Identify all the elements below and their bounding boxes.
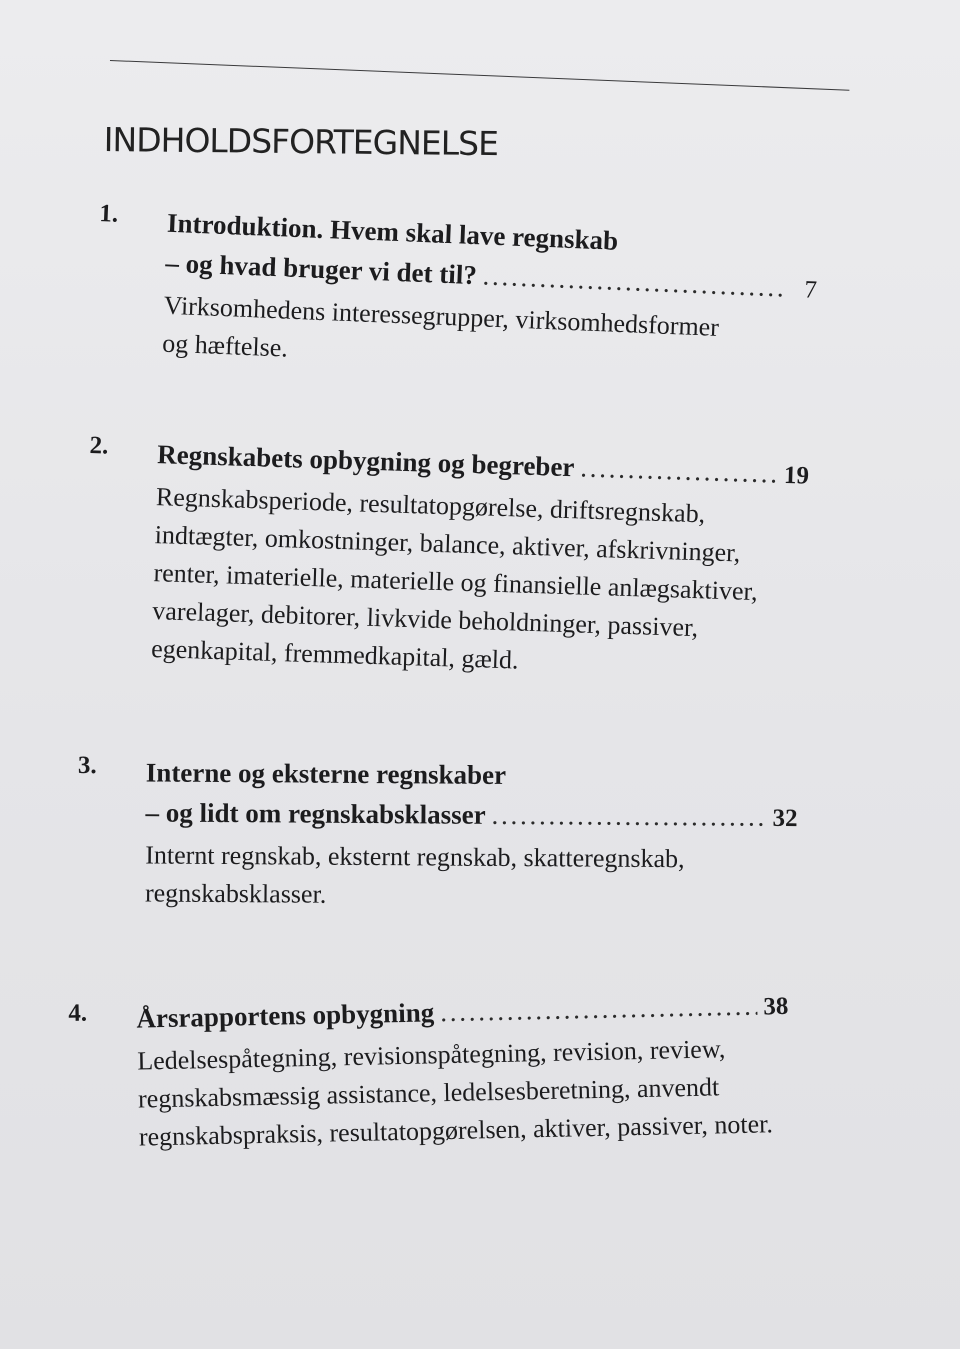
chapter-title-line	[145, 792, 797, 839]
page-number: 7	[803, 276, 818, 304]
page-title: INDHOLDSFORTEGNELSE	[103, 120, 499, 164]
chapter-number: 2.	[89, 432, 109, 460]
dot-leader	[440, 986, 758, 1033]
entry-body	[151, 434, 810, 688]
chapter-title-line	[146, 752, 798, 797]
entry-body	[145, 752, 798, 917]
chapter-description: Regnskabsperiode, resultatopgørelse, driftsregnskab, indtægter, omkostninger, balance, aktiver, afskrivninger, renter, imaterielle, materielle og finansielle anlægsaktiver, varelager, debitorer, livkvide beholdninger, passiver, egenkapital, fremmedkapital, gæld.	[150, 482, 759, 675]
chapter-number: 4.	[68, 999, 88, 1027]
chapter-title: Interne og eksterne regnskaber	[145, 757, 507, 790]
chapter-title: Årsrapportens opbygning	[136, 997, 435, 1034]
page-number: 32	[772, 804, 798, 833]
entry-body	[136, 985, 791, 1157]
toc-entry	[83, 432, 810, 689]
dot-leader	[491, 795, 766, 837]
chapter-title: Introduktion. Hvem skal lave regnskab	[166, 207, 619, 256]
chapter-description: Internt regnskab, eksternt regnskab, skatteregnskab, regnskabsklasser.	[144, 840, 685, 909]
dot-leader	[580, 447, 779, 493]
chapter-subtitle: – og hvad bruger vi det til?	[164, 247, 478, 291]
chapter-number: 3.	[77, 752, 97, 780]
chapter-subtitle: – og lidt om regnskabsklasser	[145, 797, 486, 830]
toc-entry	[94, 200, 820, 389]
page-number: 38	[763, 992, 789, 1021]
page-number: 19	[783, 461, 810, 490]
chapter-description: Ledelsespåtegning, revisionspåtegning, revision, review, regnskabsmæssig assistance, ledelsesberetning, anvendt regnskabspraksis, resultatopgørelsen, aktiver, passiver, noter.	[136, 1034, 774, 1152]
chapter-number: 1.	[98, 200, 119, 228]
chapter-title: Regnskabets opbygning og begreber	[156, 439, 575, 483]
entry-body	[162, 203, 820, 389]
header-rule	[110, 60, 849, 91]
toc-entry	[77, 752, 798, 917]
chapter-description: Virksomhedens interessegrupper, virksomhedsformer og hæftelse.	[161, 290, 720, 363]
toc-entry	[68, 985, 791, 1158]
